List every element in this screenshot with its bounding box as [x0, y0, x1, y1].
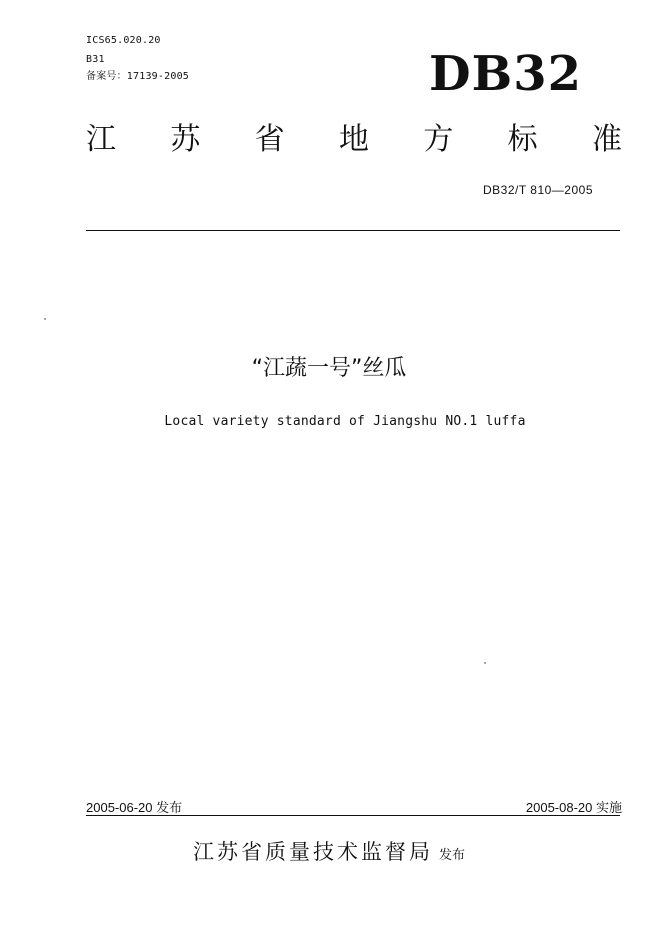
title-char: 省	[254, 122, 285, 157]
title-char: 准	[591, 122, 622, 157]
issuer-line	[0, 836, 658, 866]
scan-speck	[44, 318, 46, 320]
document-title-english: Local variety standard of Jiangshu NO.1 luffa	[164, 414, 526, 429]
implementation-date: 2005-08-20 实施	[525, 800, 622, 815]
document-title-chinese: “江蔬一号”丝瓜	[251, 356, 407, 381]
publish-date: 2005-06-20 发布	[86, 800, 183, 815]
scan-speck	[484, 662, 486, 664]
standard-type-title	[86, 122, 622, 158]
title-char: 标	[507, 122, 538, 157]
issuing-authority: 江苏省质量技术监督局	[192, 840, 433, 864]
standard-number: DB32/T 810—2005	[482, 183, 593, 197]
title-char: 江	[86, 122, 116, 157]
title-char: 苏	[170, 122, 201, 157]
title-char: 方	[423, 122, 454, 157]
title-char: 地	[338, 122, 369, 157]
top-divider	[86, 230, 620, 231]
classification-code: B31	[86, 54, 105, 65]
standard-code-logo: DB32	[429, 46, 582, 102]
ics-code: ICS65.020.20	[86, 35, 161, 46]
bottom-divider	[86, 815, 620, 816]
record-number: 备案号：17139-2005	[86, 71, 190, 82]
issue-label: 发布	[438, 848, 465, 863]
